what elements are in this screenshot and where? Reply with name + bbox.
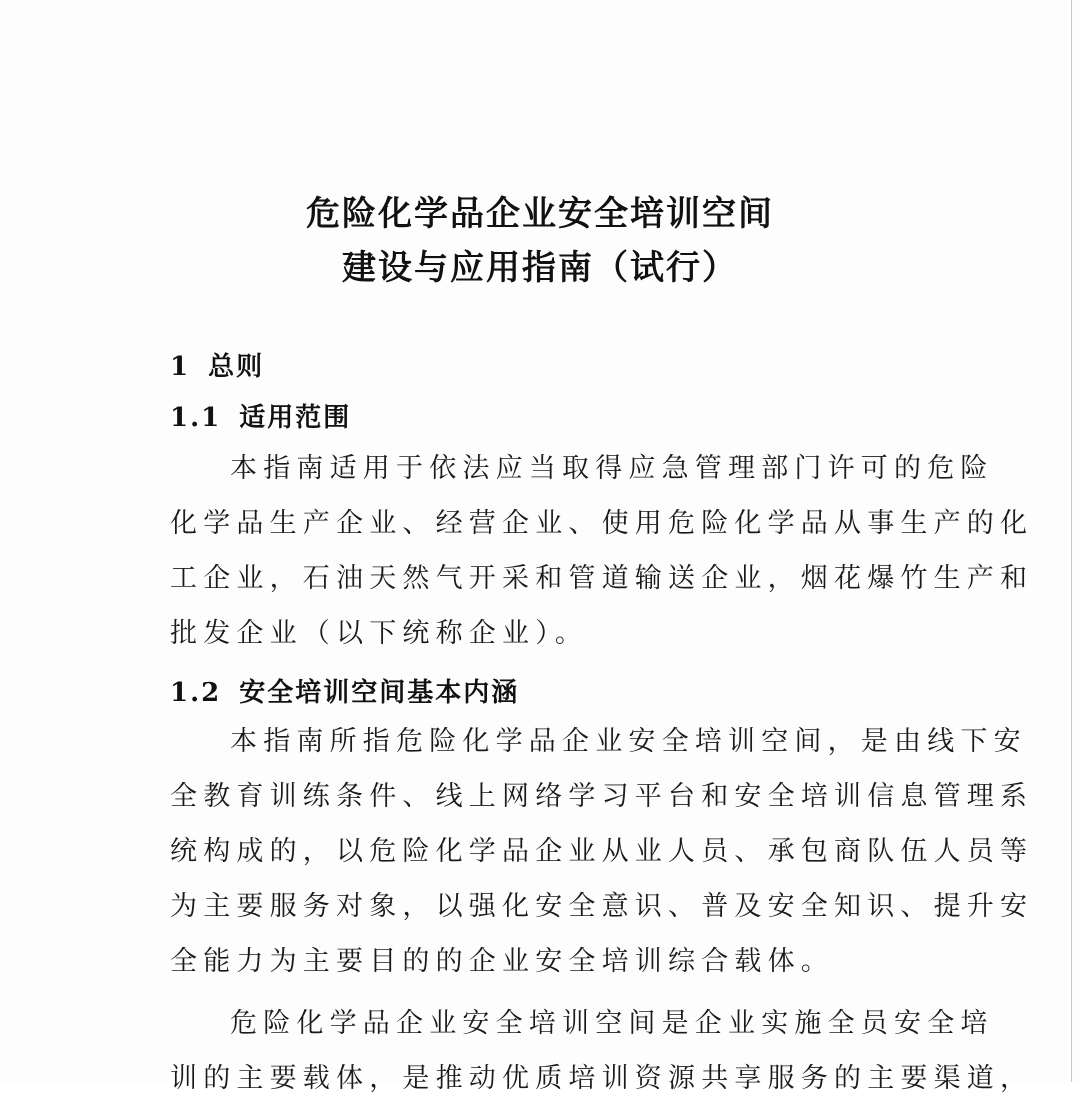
document-title-line-1: 危险化学品企业安全培训空间 xyxy=(306,194,774,234)
section-1-2-number: 1.2 xyxy=(170,678,222,708)
paragraph-line: 本指南适用于依法应当取得应急管理部门许可的危险 xyxy=(230,453,994,484)
paragraph-line: 全教育训练条件、线上网络学习平台和安全培训信息管理系 xyxy=(170,781,1034,812)
section-1-2-paragraph-2 xyxy=(170,996,1034,1094)
section-1-1-heading xyxy=(170,397,351,434)
paragraph-line: 工企业，石油天然气开采和管道输送企业，烟花爆竹生产和 xyxy=(170,563,1034,594)
paragraph-line: 为主要服务对象，以强化安全意识、普及安全知识、提升安 xyxy=(170,891,1034,922)
paragraph-line: 统构成的，以危险化学品企业从业人员、承包商队伍人员等 xyxy=(170,836,1034,867)
section-1-2-title: 安全培训空间基本内涵 xyxy=(239,678,520,708)
section-1-1-title: 适用范围 xyxy=(239,403,352,433)
paragraph-line: 化学品生产企业、经营企业、使用危险化学品从事生产的化 xyxy=(170,508,1034,539)
paragraph-line: 全能力为主要目的的企业安全培训综合载体。 xyxy=(170,946,834,977)
paragraph-line-cut-off: 训的主要载体，是推动优质培训资源共享服务的主要渠道， xyxy=(170,1063,1034,1094)
section-1-2-heading xyxy=(170,672,519,709)
section-1-title: 总则 xyxy=(208,352,265,382)
document-title-line-2: 建设与应用指南（试行） xyxy=(342,248,738,288)
paragraph-line: 批发企业（以下统称企业）。 xyxy=(170,618,589,649)
section-1-1-number: 1.1 xyxy=(170,403,222,433)
paragraph-line: 危险化学品企业安全培训空间是企业实施全员安全培 xyxy=(230,1008,994,1039)
section-1-number: 1 xyxy=(170,352,191,382)
section-1-1-paragraph xyxy=(170,441,1034,661)
section-1-2-paragraph-1 xyxy=(170,714,1034,989)
page-edge-line xyxy=(1071,0,1072,1082)
paragraph-line: 本指南所指危险化学品企业安全培训空间，是由线下安 xyxy=(230,726,1027,757)
section-1-heading xyxy=(170,346,264,383)
